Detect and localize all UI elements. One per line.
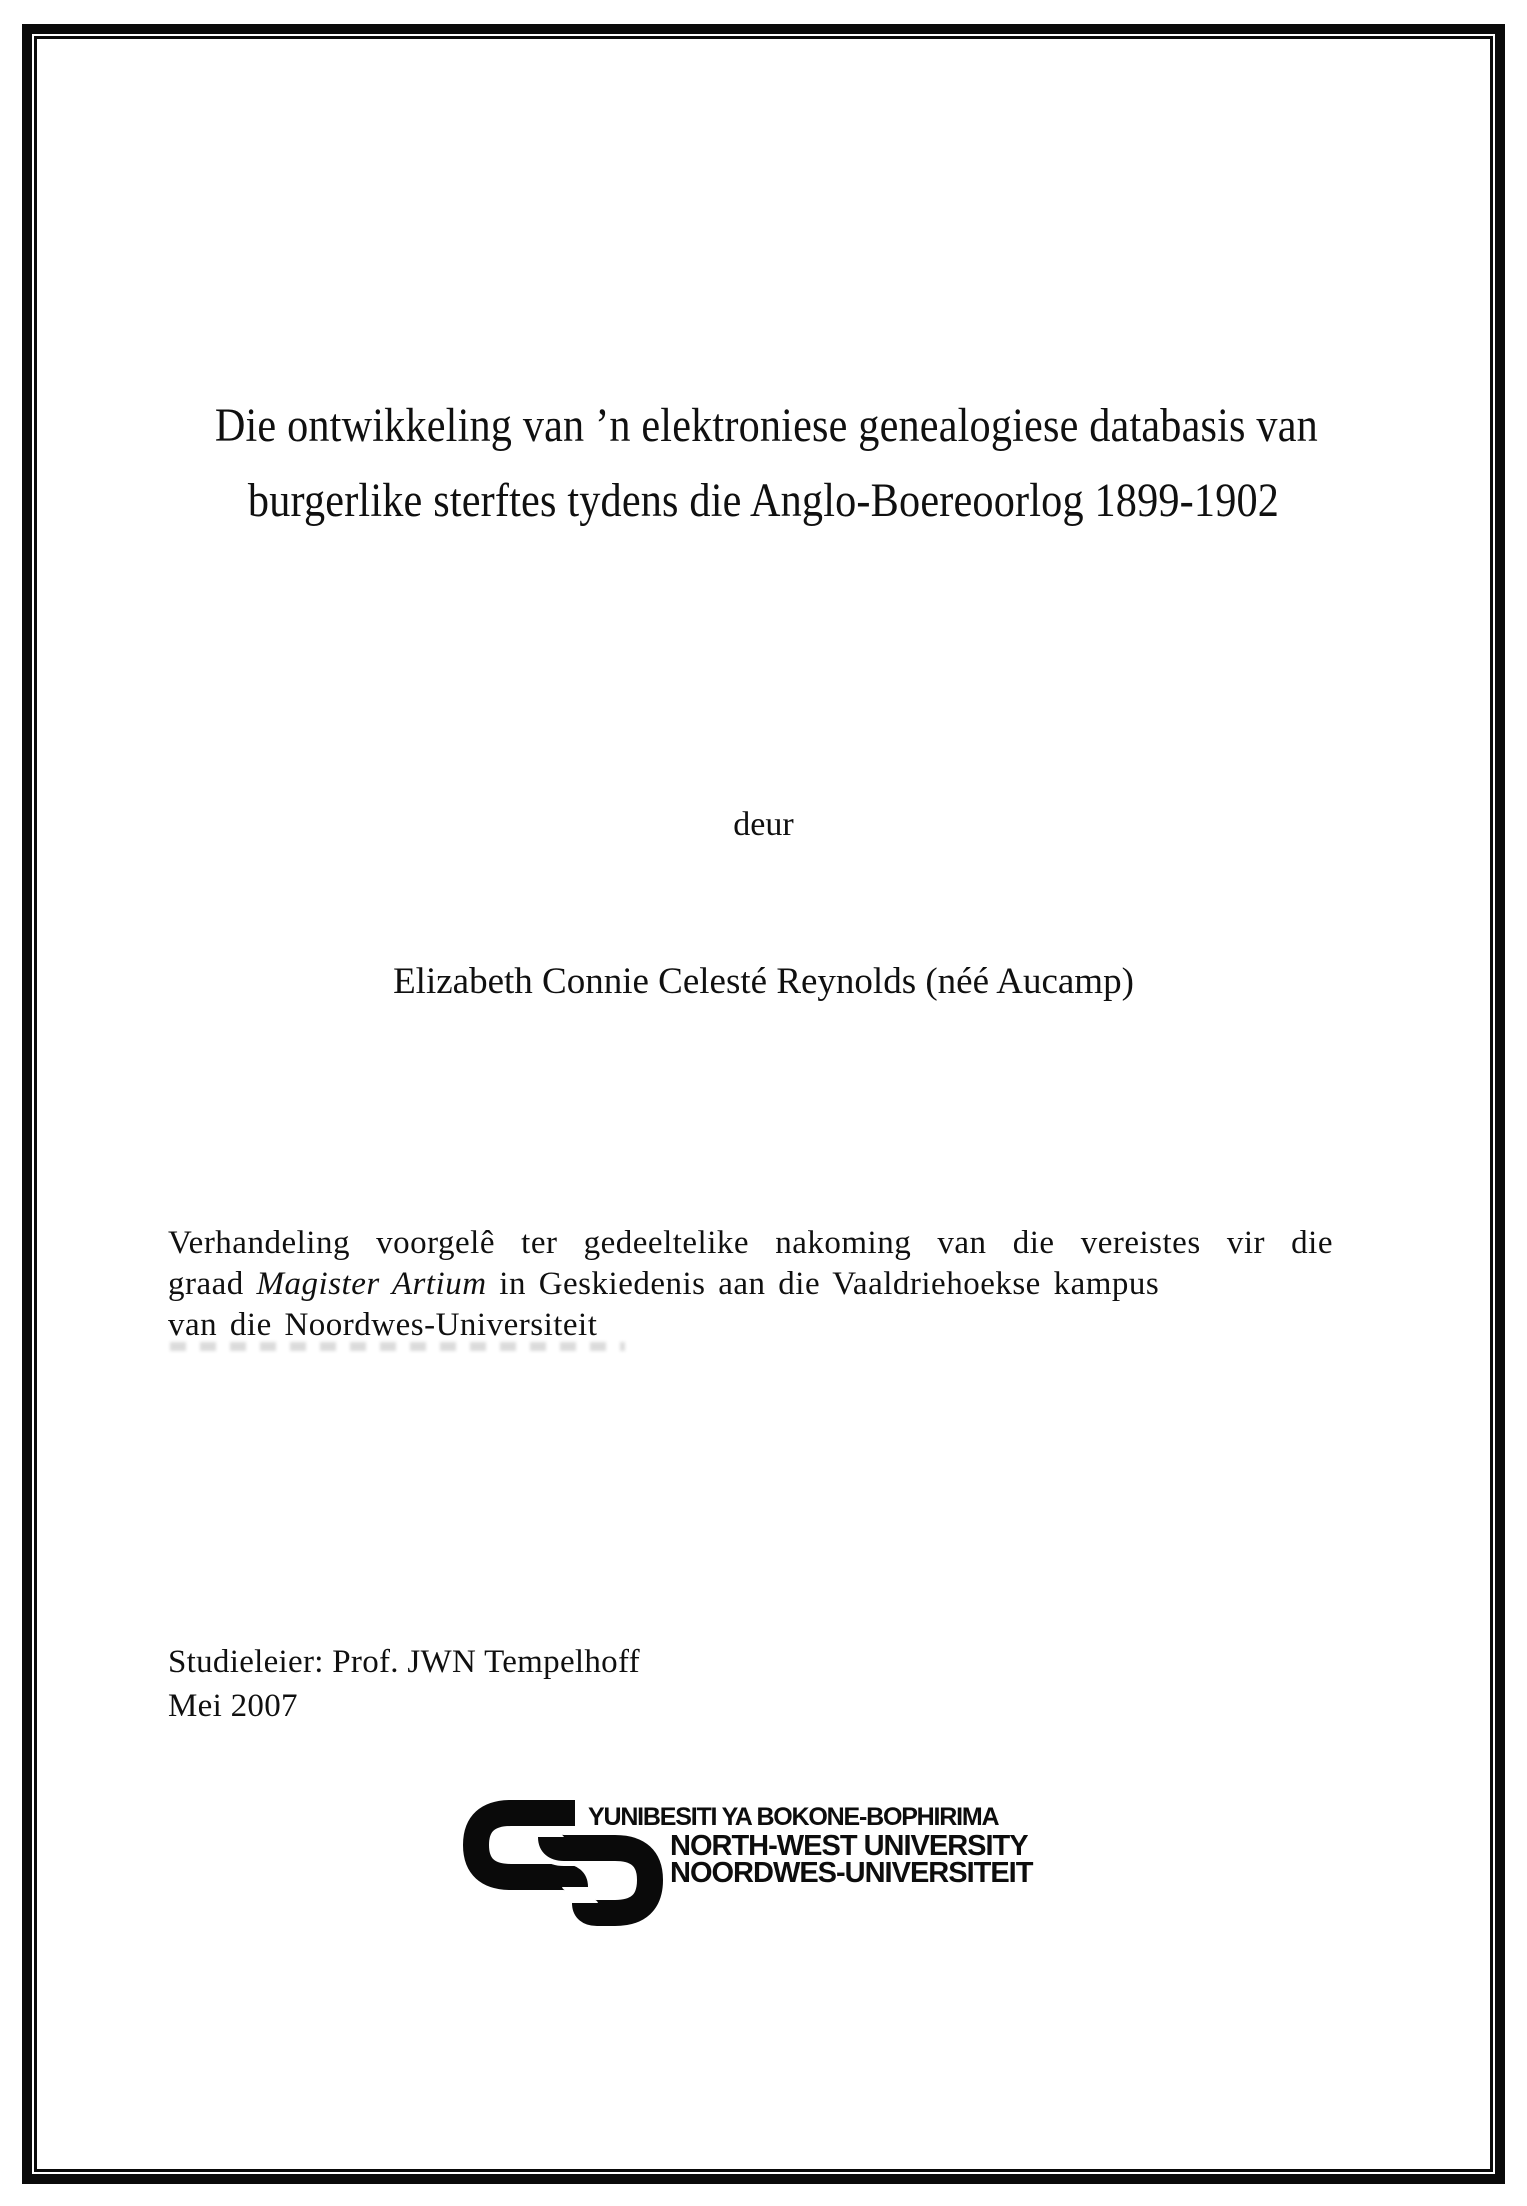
degree-statement-line-3: van die Noordwes-Universiteit <box>168 1307 598 1343</box>
date-line: Mei 2007 <box>168 1688 298 1724</box>
degree-statement <box>168 1223 1333 1346</box>
degree-name-italic: Magister Artium <box>256 1266 487 1302</box>
university-name-setswana: YUNIBESITI YA BOKONE-BOPHIRIMA <box>588 1803 999 1831</box>
byline-deur: deur <box>733 806 794 843</box>
university-name-english: NORTH-WEST UNIVERSITY <box>670 1830 1028 1862</box>
degree-statement-line-1: Verhandeling voorgelê ter gedeeltelike nakoming van die vereistes vir die <box>168 1225 1333 1261</box>
university-name-afrikaans: NOORDWES-UNIVERSITEIT <box>670 1857 1033 1889</box>
thesis-title-line-2: burgerlike sterftes tydens die Anglo-Boereoorlog 1899-1902 <box>247 474 1280 527</box>
scan-bleedthrough-smudge <box>170 1342 625 1351</box>
degree-statement-line-2-suffix: in Geskiedenis aan die Vaaldriehoekse kampus <box>486 1266 1160 1302</box>
author-name: Elizabeth Connie Celesté Reynolds (néé Aucamp) <box>393 961 1134 1002</box>
supervisor-line: Studieleier: Prof. JWN Tempelhoff <box>168 1644 640 1680</box>
degree-statement-line-2 <box>168 1264 1333 1305</box>
supervisor-and-date <box>168 1640 640 1728</box>
thesis-title <box>140 388 1387 538</box>
degree-statement-line-2-prefix: graad <box>168 1266 257 1302</box>
university-logo <box>463 1800 1143 1930</box>
thesis-title-line-1: Die ontwikkeling van ’n elektroniese genealogiese databasis van <box>214 399 1318 452</box>
